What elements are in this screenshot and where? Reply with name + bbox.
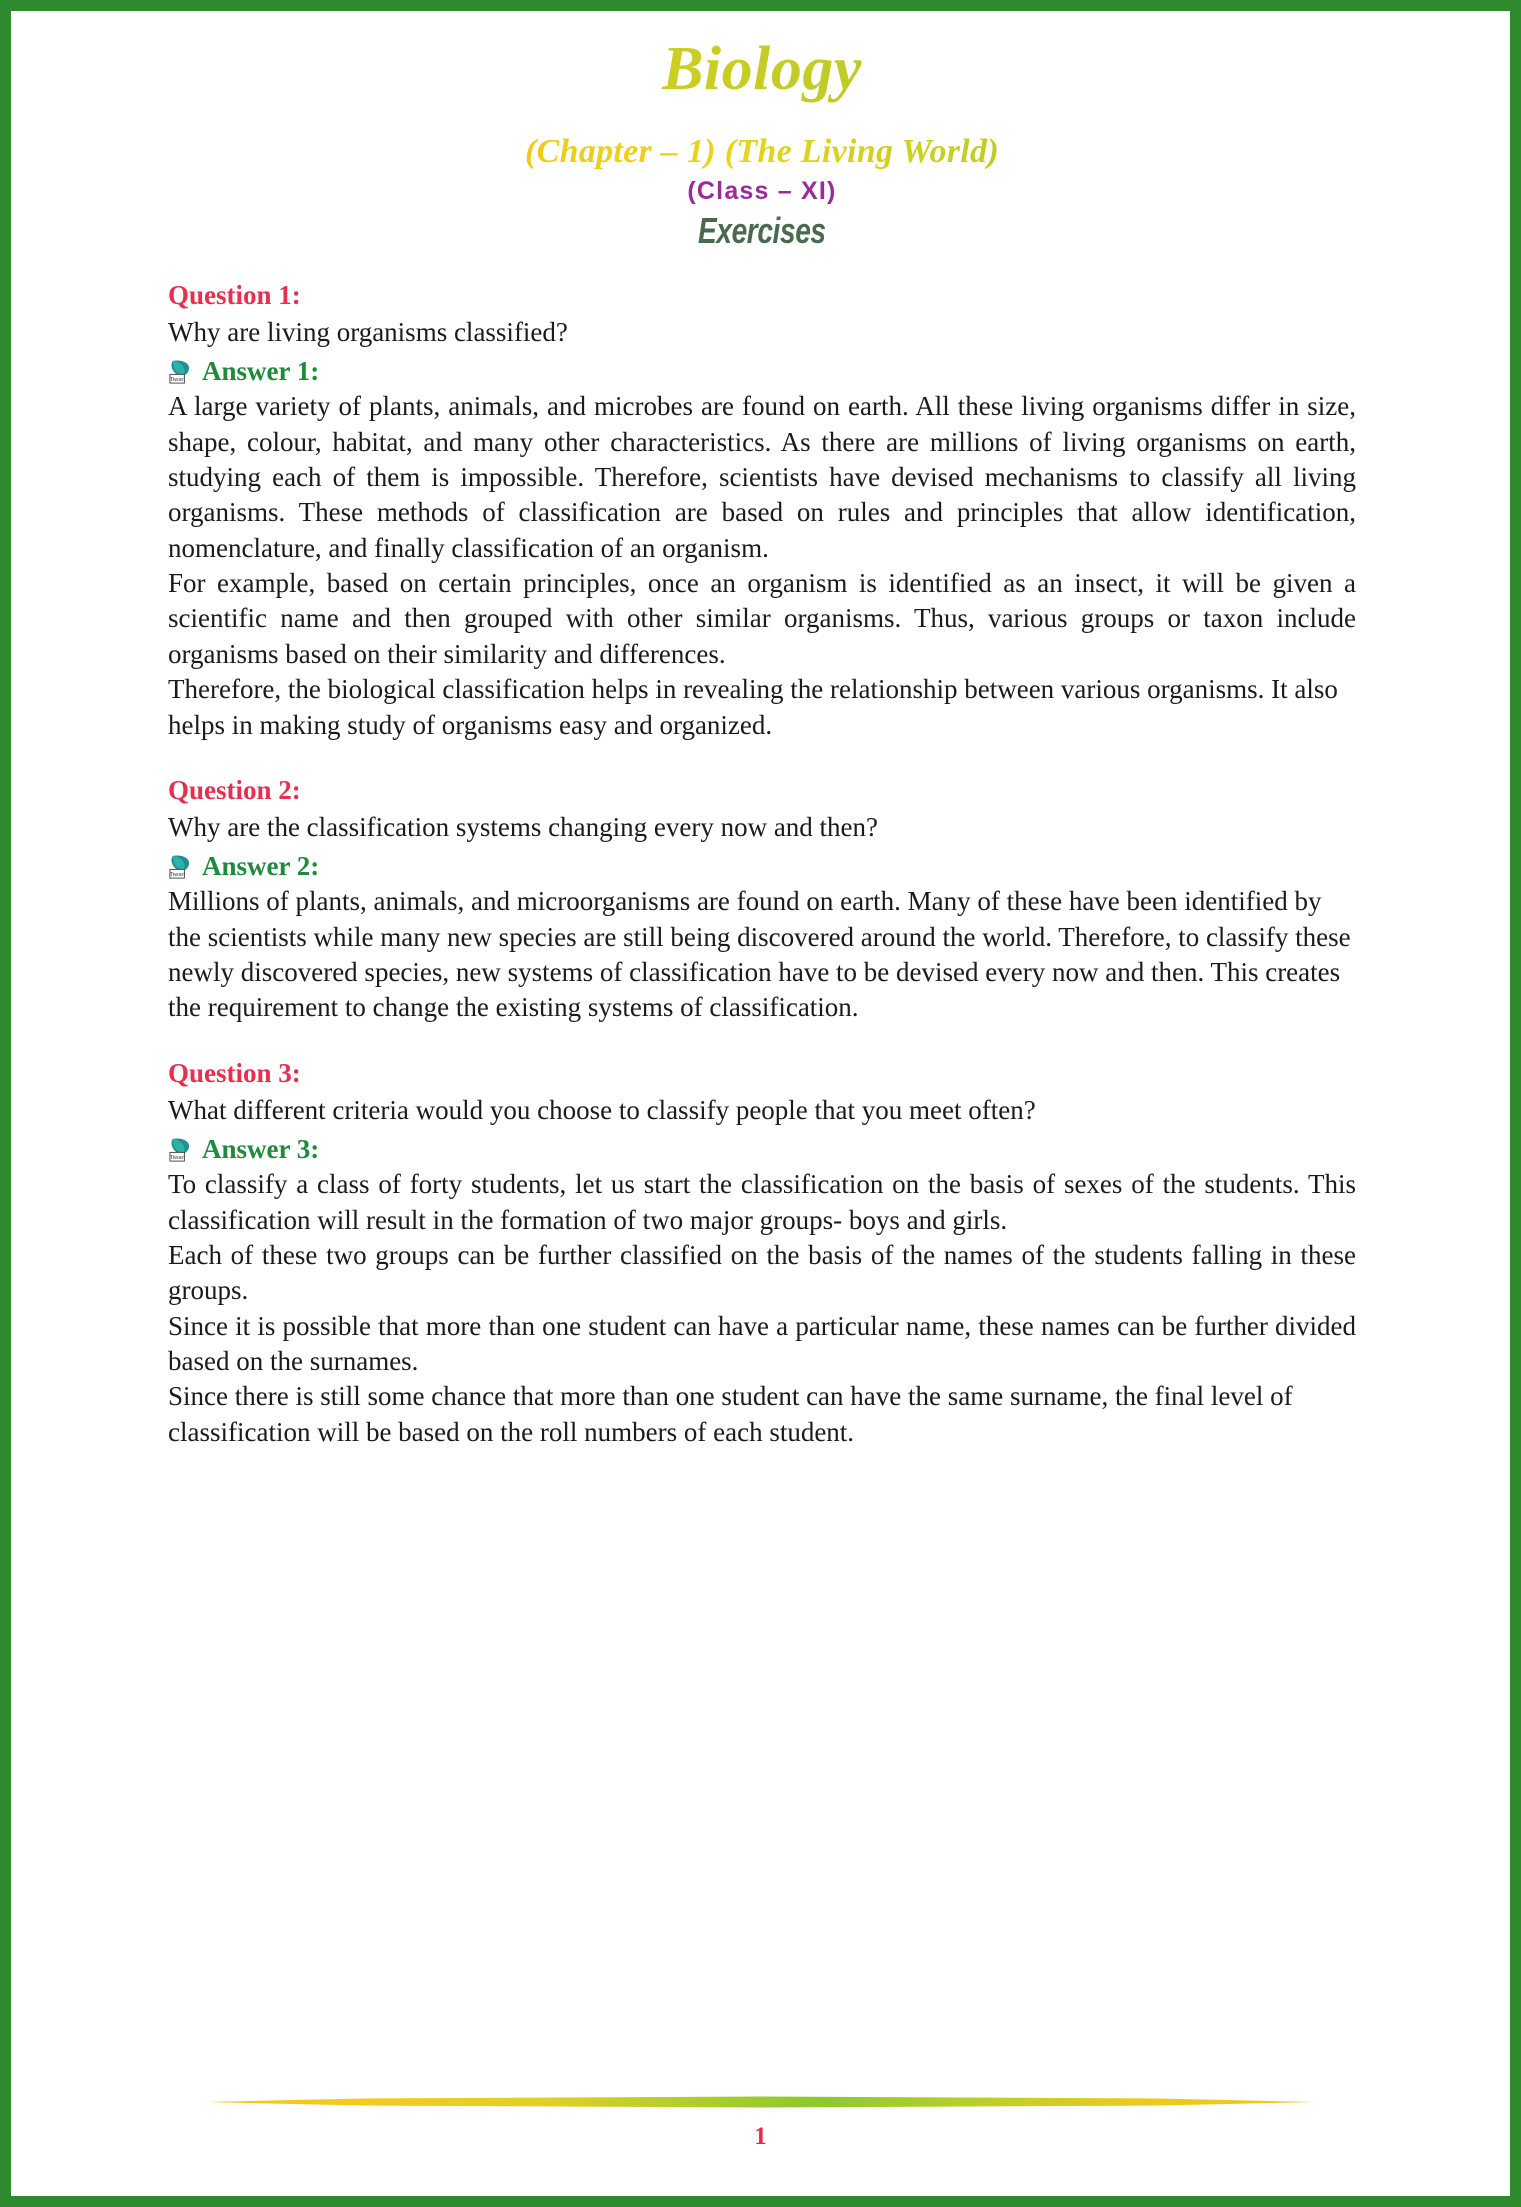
page-title: Biology bbox=[168, 36, 1356, 103]
qa-block bbox=[168, 773, 1356, 1026]
answer-paragraph: Therefore, the biological classification helps in revealing the relationship between various organisms. It also helps in making study of organisms easy and organized. bbox=[168, 674, 1338, 740]
svg-text:Tiwari: Tiwari bbox=[169, 377, 185, 384]
leaf-logo-icon bbox=[168, 1136, 195, 1164]
svg-text:Tiwari: Tiwari bbox=[169, 872, 185, 879]
page-footer bbox=[0, 2096, 1521, 2149]
svg-text:Tiwari: Tiwari bbox=[169, 1155, 185, 1162]
answer-paragraph: To classify a class of forty students, let us start the classification on the basis of sexes of the students. This classification will result in the formation of two major groups- boys and girls. bbox=[168, 1169, 1356, 1235]
question-heading: Question 1: bbox=[168, 279, 301, 310]
qa-block bbox=[168, 1056, 1356, 1450]
decorative-divider bbox=[206, 2096, 1316, 2108]
answer-paragraph: Since there is still some chance that more than one student can have the same surname, the final level of classification will be based on the roll numbers of each student. bbox=[168, 1381, 1293, 1447]
question-text: Why are the classification systems changing every now and then? bbox=[168, 811, 879, 842]
question-heading: Question 2: bbox=[168, 774, 301, 805]
answer-heading: Answer 1: bbox=[202, 355, 320, 386]
answer-paragraph: Millions of plants, animals, and microorganisms are found on earth. Many of these have been identified by the scientists while many new species are still being discovered around the world. Therefore, to classify these newly discovered species, new systems of classification have to be devised every now and then. This creates the requirement to change the existing systems of classification. bbox=[168, 886, 1351, 1023]
answer-body bbox=[168, 389, 1356, 743]
leaf-logo-icon bbox=[168, 358, 195, 386]
page-number: 1 bbox=[754, 2123, 767, 2150]
qa-block bbox=[168, 278, 1356, 743]
answer-body bbox=[168, 884, 1356, 1025]
question-text: What different criteria would you choose to classify people that you meet often? bbox=[168, 1094, 1036, 1125]
answer-heading-row bbox=[168, 355, 1356, 387]
answer-paragraph: Since it is possible that more than one student can have a particular name, these names can be further divided based on the surnames. bbox=[168, 1310, 1356, 1377]
class-subtitle: (Class – XI) bbox=[687, 177, 837, 206]
leaf-logo-icon bbox=[168, 853, 195, 881]
answer-paragraph: For example, based on certain principles, once an organism is identified as an insect, it will be given a scientific name and then grouped with other similar organisms. Thus, various groups or taxon include organisms based on their similarity and differences. bbox=[168, 568, 1356, 669]
answer-paragraph: Each of these two groups can be further classified on the basis of the names of the students falling in these groups. bbox=[168, 1240, 1356, 1306]
chapter-subtitle: (Chapter – 1) (The Living World) bbox=[168, 133, 1356, 171]
section-heading-wrap bbox=[168, 210, 1356, 252]
divider-lens-shape bbox=[206, 2097, 1316, 2108]
section-heading: Exercises bbox=[698, 209, 826, 251]
answer-heading-row bbox=[168, 1133, 1356, 1165]
question-heading: Question 3: bbox=[168, 1057, 301, 1088]
answer-paragraph: A large variety of plants, animals, and microbes are found on earth. All these living organisms differ in size, shape, colour, habitat, and many other characteristics. As there are millions of living organisms on earth, studying each of them is impossible. Therefore, scientists have devised mechanisms to classify all living organisms. These methods of classification are based on rules and principles that allow identification, nomenclature, and finally classification of an organism. bbox=[168, 391, 1356, 563]
answer-heading: Answer 3: bbox=[202, 1133, 320, 1164]
question-text: Why are living organisms classified? bbox=[168, 316, 568, 347]
answer-heading-row bbox=[168, 850, 1356, 882]
answer-body bbox=[168, 1167, 1356, 1450]
document-header bbox=[168, 36, 1356, 252]
answer-heading: Answer 2: bbox=[202, 850, 320, 881]
